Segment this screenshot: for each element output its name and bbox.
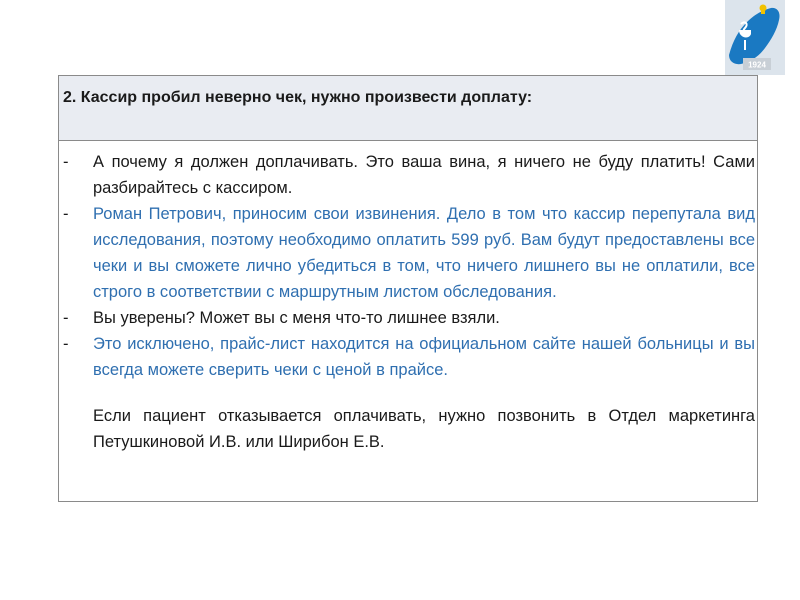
dialog-line [63,331,755,383]
escalation-note: Если пациент отказывается оплачивать, нужно позвонить в Отдел маркетинга Петушкиновой И.В. или Ширибон Е.В. [93,407,755,451]
bullet: - [63,335,69,353]
dialog-line [63,201,755,305]
logo-year: 1924 [748,60,766,70]
bullet: - [63,153,69,171]
card-title: 2. Кассир пробил неверно чек, нужно произвести доплату: [59,76,757,141]
hospital-logo [725,0,785,75]
spacer [63,383,755,403]
dialog-line [63,305,755,331]
dialog-body [59,141,757,455]
bullet: - [63,309,69,327]
dialog-line [63,149,755,201]
patient-line: Вы уверены? Может вы с меня что-то лишнее взяли. [93,309,500,327]
staff-line: Роман Петрович, приносим свои извинения. Дело в том что кассир перепутала вид исследования, поэтому необходимо оплатить 599 руб. Вам будут предоставлены все чеки и вы сможете лично убедиться в том, что ничего лишнего вы не оплатили, все строго в соответствии с маршрутным листом обследования. [93,205,755,301]
patient-line: А почему я должен доплачивать. Это ваша вина, я ничего не буду платить! Сами разбирайтесь с кассиром. [93,153,755,197]
hospital-emblem-icon [725,0,785,75]
staff-line: Это исключено, прайс-лист находится на официальном сайте нашей больницы и вы всегда можете сверить чеки с ценой в прайсе. [93,335,755,379]
script-card [58,75,758,502]
bullet: - [63,205,69,223]
